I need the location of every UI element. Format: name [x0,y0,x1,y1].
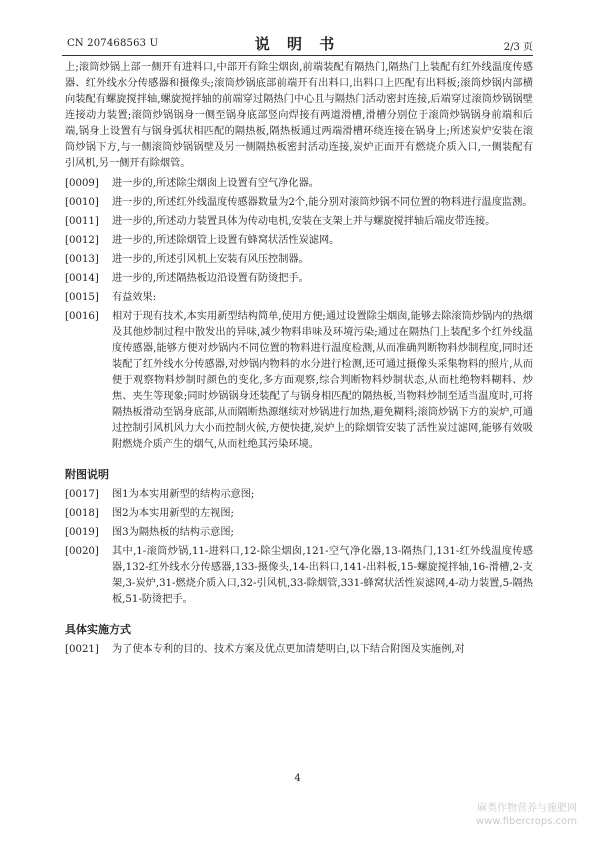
page-indicator: 2/3 页 [503,42,533,53]
paragraph-group-figures [65,487,533,608]
paragraph-text: 进一步的,所述引风机上安装有风压控制器。 [112,254,309,265]
paragraph-text: 进一步的,所述除烟管上设置有蜂窝状活性炭滤网。 [112,235,340,246]
page-number: 4 [294,773,301,784]
paragraph-number: [0018] [65,508,99,519]
paragraph-text: 进一步的,所述除尘烟囱上设置有空气净化器。 [112,178,319,189]
paragraph-number: [0013] [65,254,99,265]
paragraph-number: [0016] [65,311,99,322]
paragraph-number: [0015] [65,292,99,303]
paragraph-number: [0019] [65,527,99,538]
paragraph-number: [0020] [65,546,99,557]
document-title: 说 明 书 [254,35,341,53]
intro-paragraph: 上;滚筒炒锅上部一侧开有进料口,中部开有除尘烟囱,前端装配有隔热门,隔热门上装配有红外线温度传感器、红外线水分传感器和摄像头;滚筒炒锅底部前端开有出料口,出料口上匹配有出料板;滚筒炒锅内部横向装配有螺旋搅拌轴,螺旋搅拌轴的前端穿过隔热门中心且与隔热门活动密封连接,后端穿过滚筒炒锅锅壁连接动力装置;滚筒炒锅锅身一侧至锅身底部竖向焊接有两道滑槽,滑槽分别位于滚筒炒锅锅身前端和后端,锅身上设置有与锅身弧状相匹配的隔热板,隔热板通过两端滑槽环绕连接在锅身上;所述炭炉安装在滚筒炒锅下方,与一侧滚筒炒锅锅壁及另一侧隔热板密封活动连接,炭炉正面开有燃烧介质入口,一侧装配有引风机,另一侧开有除烟管。 [65,62,533,169]
section-heading-embodiment: 具体实施方式 [65,623,131,636]
paragraph-number: [0009] [65,178,99,189]
paragraph-text: 为了使本专利的目的、技术方案及优点更加清楚明白,以下结合附图及实施例,对 [112,644,465,655]
document-body [65,60,533,661]
paragraph-number: [0014] [65,273,99,284]
paragraph-text: 图2为本实用新型的左视图; [112,508,234,519]
numbered-paragraph [65,525,533,541]
header-divider [62,55,533,56]
numbered-paragraph [65,544,533,608]
numbered-paragraph [65,290,533,306]
numbered-paragraph [65,214,533,230]
paragraph-text: 其中,1-滚筒炒锅,11-进料口,12-除尘烟囱,121-空气净化器,13-隔热门,131-红外线温度传感器,132-红外线水分传感器,133-摄像头,14-出料口,141-出料板,15-螺旋搅拌轴,16-滑槽,2-支架,3-炭炉,31-燃烧介质入口,32-引风机,33-除烟管,331-蜂窝状活性炭滤网,4-动力装置,5-隔热板,51-防烫把手。 [112,546,533,605]
patent-number: CN 207468563 U [67,38,159,49]
numbered-paragraph [65,195,533,211]
paragraph-group-summary [65,176,533,453]
paragraph-number: [0017] [65,489,99,500]
numbered-paragraph [65,309,533,453]
numbered-paragraph [65,487,533,503]
numbered-paragraph [65,271,533,287]
paragraph-number: [0012] [65,235,99,246]
watermark-text: 麻类作物营养与施肥网 [477,803,577,814]
numbered-paragraph [65,176,533,192]
numbered-paragraph [65,642,533,658]
paragraph-text: 进一步的,所述隔热板边沿设置有防烫把手。 [112,273,309,284]
paragraph-text: 有益效果: [112,292,157,303]
paragraph-text: 图1为本实用新型的结构示意图; [112,489,255,500]
paragraph-group-embodiment [65,642,533,658]
numbered-paragraph [65,233,533,249]
numbered-paragraph [65,252,533,268]
watermark [476,802,577,828]
paragraph-text: 进一步的,所述动力装置具体为传动电机,安装在支架上并与螺旋搅拌轴后端皮带连接。 [112,216,496,227]
watermark-url: www.fibercrops.com [475,816,577,827]
paragraph-text: 图3为隔热板的结构示意图; [112,527,234,538]
paragraph-number: [0011] [65,216,99,227]
numbered-paragraph [65,506,533,522]
paragraph-number: [0010] [65,197,99,208]
paragraph-number: [0021] [65,644,99,655]
paragraph-text: 进一步的,所述红外线温度传感器数量为2个,能分别对滚筒炒锅不同位置的物料进行温度监测。 [112,197,533,208]
section-heading-figures: 附图说明 [65,468,109,481]
paragraph-text: 相对于现有技术,本实用新型结构简单,使用方便;通过设置除尘烟囱,能够去除滚筒炒锅内的热烟及其他炒制过程中散发出的异味,减少物料串味及环境污染;通过在隔热门上装配多个红外线温度传感器,能够方便对炒锅内不同位置的物料进行温度检测,从而准确判断物料炒制程度,同时还装配了红外线水分传感器,对炒锅内物料的水分进行检测,还可通过摄像头采集物料的照片,从而便于观察物料炒制时颜色的变化,多方面观察,综合判断物料炒制状态,从而杜绝物料糊料、炒焦、夹生等现象;同时炒锅锅身还装配了与锅身相匹配的隔热板,当物料炒制至适当温度时,可将隔热板滑动至锅身底部,从而隔断热源继续对炒锅进行加热,避免糊料;滚筒炒锅下方的炭炉,可通过控制引风机风力大小而控制火候,方便快捷,炭炉上的除烟管安装了活性炭过滤网,能够有效吸附燃烧介质产生的烟气,从而杜绝其污染环境。 [112,311,533,450]
